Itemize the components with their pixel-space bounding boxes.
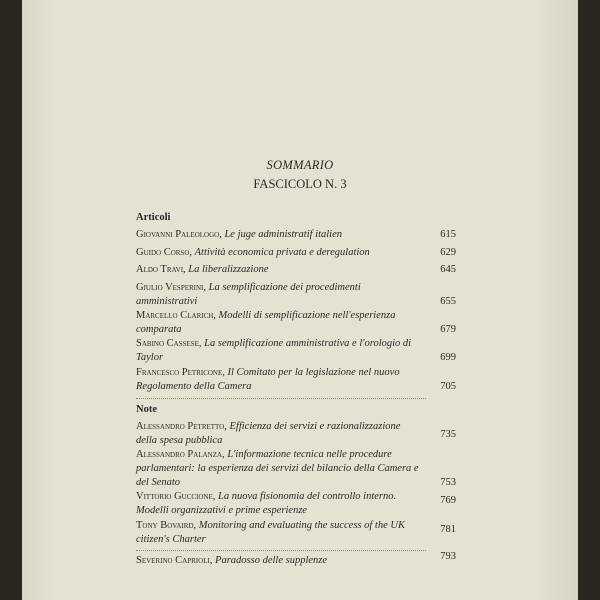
toc-entry bbox=[136, 228, 456, 242]
entry-author: Vittorio Guccione, bbox=[136, 491, 216, 502]
entry-page: 615 bbox=[440, 229, 456, 240]
entry-author: Alessandro Palanza, bbox=[136, 449, 225, 460]
entry-page: 769 bbox=[440, 495, 456, 506]
entry-title: La liberalizzazione bbox=[188, 264, 269, 275]
entry-page: 781 bbox=[440, 524, 456, 535]
section-note-label: Note bbox=[136, 404, 157, 415]
entry-title: Modelli di semplificazione nell'esperienza comparata bbox=[136, 310, 396, 335]
entry-title: Attività economica privata e deregulation bbox=[194, 247, 370, 258]
entry-title: Efficienza dei servizi e razionalizzazione della spesa pubblica bbox=[136, 421, 401, 446]
divider bbox=[136, 550, 426, 551]
entry-title: La nuova fisionomia del controllo interno. Modelli organizzativi e prime esperienze bbox=[136, 491, 397, 516]
entry-author: Guido Corso, bbox=[136, 247, 193, 258]
toc-entry bbox=[136, 246, 456, 260]
entry-title: Paradosso delle supplenze bbox=[215, 555, 328, 566]
entry-author: Aldo Travi, bbox=[136, 264, 186, 275]
entry-page: 679 bbox=[440, 324, 456, 335]
toc-entry bbox=[136, 490, 456, 518]
entry-author: Severino Caprioli, bbox=[136, 555, 213, 566]
toc-entry bbox=[136, 448, 456, 490]
entry-title: La semplificazione amministrativa e l'orologio di Taylor bbox=[136, 338, 412, 363]
toc-entry bbox=[136, 309, 456, 337]
entry-author: Francesco Petricone, bbox=[136, 367, 225, 378]
entry-page: 735 bbox=[440, 429, 456, 440]
entry-title: Monitoring and evaluating the success of the UK citizen's Charter bbox=[136, 520, 405, 545]
contents-title: SOMMARIO bbox=[266, 158, 334, 172]
entry-page: 645 bbox=[440, 264, 456, 275]
entry-page: 629 bbox=[440, 247, 456, 258]
entry-page: 705 bbox=[440, 381, 456, 392]
entry-author: Alessandro Petretto, bbox=[136, 421, 227, 432]
toc-entry bbox=[136, 519, 456, 547]
section-articoli-label: Articoli bbox=[136, 212, 171, 223]
entry-page: 753 bbox=[440, 477, 456, 488]
entry-page: 793 bbox=[440, 551, 456, 562]
entry-author: Marcello Clarich, bbox=[136, 310, 216, 321]
issue-number: FASCICOLO N. 3 bbox=[253, 177, 347, 191]
entry-title: Il Comitato per la legislazione nel nuovo Regolamento della Camera bbox=[136, 367, 400, 392]
entry-author: Tony Bovaird, bbox=[136, 520, 197, 531]
toc-entry bbox=[136, 281, 456, 309]
entry-page: 699 bbox=[440, 352, 456, 363]
toc-entry bbox=[136, 366, 456, 394]
entry-title: L'informazione tecnica nelle procedure parlamentari: la esperienza dei servizi del bilancio della Camera e del Senato bbox=[136, 449, 419, 488]
entry-page: 655 bbox=[440, 296, 456, 307]
document-page bbox=[22, 0, 578, 600]
toc-entry bbox=[136, 420, 456, 448]
entry-title: Le juge administratif italien bbox=[224, 229, 342, 240]
entry-author: Giovanni Paleologo, bbox=[136, 229, 222, 240]
entry-author: Giulio Vesperini, bbox=[136, 282, 206, 293]
toc-entry bbox=[136, 263, 456, 277]
entry-title: La semplificazione dei procedimenti amministrativi bbox=[136, 282, 361, 307]
toc-entry bbox=[136, 337, 456, 365]
entry-author: Sabino Cassese, bbox=[136, 338, 202, 349]
divider bbox=[136, 398, 426, 399]
toc-entry bbox=[136, 551, 456, 568]
